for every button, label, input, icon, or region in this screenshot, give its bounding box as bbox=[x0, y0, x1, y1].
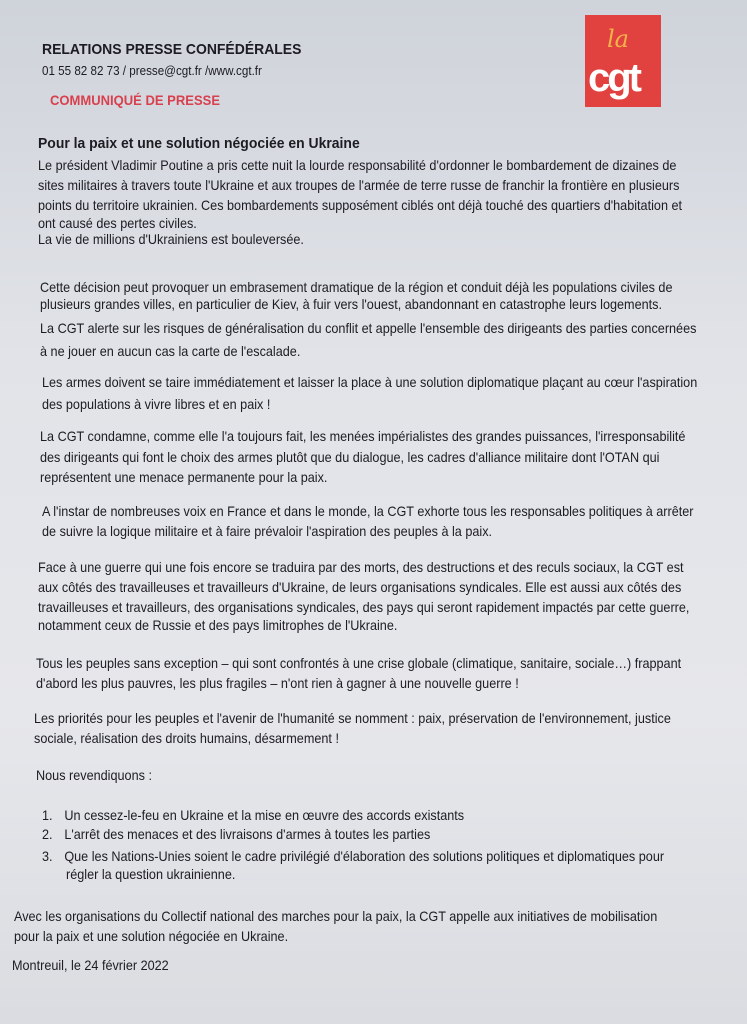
body-line: points du territoire ukrainien. Ces bombardements supposément ciblés ont déjà touché des quartiers d'habitation et bbox=[38, 198, 683, 213]
body-line: des populations à vivre libres et en paix ! bbox=[42, 397, 271, 412]
body-line: représentent une menace permanente pour la paix. bbox=[40, 470, 328, 485]
body-line: Tous les peuples sans exception – qui sont confrontés à une crise globale (climatique, sanitaire, sociale…) frappant bbox=[36, 656, 682, 671]
demand-number: 1. bbox=[42, 808, 53, 823]
body-line: sociale, réalisation des droits humains, désarmement ! bbox=[34, 731, 339, 746]
demand-text: Que les Nations-Unies soient le cadre privilégié d'élaboration des solutions politiques et diplomatiques pour bbox=[64, 849, 665, 864]
closing-line: pour la paix et une solution négociée en Ukraine. bbox=[14, 929, 289, 944]
date-line: Montreuil, le 24 février 2022 bbox=[12, 958, 169, 973]
demand-2 bbox=[42, 827, 430, 842]
body-line: plusieurs grandes villes, en particulier de Kiev, à fuir vers l'ouest, abandonnant en catastrophe leurs logements. bbox=[40, 297, 663, 312]
demand-1 bbox=[42, 808, 464, 823]
demand-number: 3. bbox=[42, 849, 53, 864]
body-line: notamment ceux de Russie et des pays limitrophes de l'Ukraine. bbox=[38, 618, 398, 633]
body-line: des dirigeants qui font le choix des armes plutôt que du dialogue, les cadres d'alliance militaire dont l'OTAN qui bbox=[40, 450, 660, 465]
body-line: sites militaires à travers toute l'Ukraine et aux troupes de l'armée de terre russe de franchir la frontière en plusieurs bbox=[38, 178, 680, 193]
body-line: travailleuses et travailleurs, des organisations syndicales, des pays qui seront rapidement impactés par cette guerre, bbox=[38, 600, 690, 615]
email-link[interactable]: presse@cgt.fr bbox=[129, 64, 202, 78]
demand-3-continued: régler la question ukrainienne. bbox=[66, 867, 236, 882]
body-line: aux côtés des travailleuses et travailleurs d'Ukraine, de leurs organisations syndicales. Elle est aussi aux côtés des bbox=[38, 580, 682, 595]
separator: / bbox=[201, 64, 209, 78]
body-line: de suivre la logique militaire et à faire prévaloir l'aspiration des peuples à la paix. bbox=[42, 524, 493, 539]
org-heading: RELATIONS PRESSE CONFÉDÉRALES bbox=[42, 41, 302, 58]
page-title: Pour la paix et une solution négociée en Ukraine bbox=[38, 135, 360, 152]
demand-text: L'arrêt des menaces et des livraisons d'armes à toutes les parties bbox=[64, 827, 431, 842]
body-line: à ne jouer en aucun cas la carte de l'escalade. bbox=[40, 344, 301, 359]
body-line: La vie de millions d'Ukrainiens est bouleversée. bbox=[38, 232, 304, 247]
body-line: ont causé des pertes civiles. bbox=[38, 216, 197, 231]
website-link[interactable]: www.cgt.fr bbox=[208, 64, 262, 78]
body-line: Les priorités pour les peuples et l'avenir de l'humanité se nomment : paix, préservation de l'environnement, justice bbox=[34, 711, 671, 726]
logo-cgt: cgt bbox=[588, 56, 639, 100]
body-line: La CGT condamne, comme elle l'a toujours fait, les menées impérialistes des grandes puissances, l'irresponsabilité bbox=[40, 429, 686, 444]
body-line: Face à une guerre qui une fois encore se traduira par des morts, des destructions et des reculs sociaux, la CGT est bbox=[38, 560, 684, 575]
body-line: Cette décision peut provoquer un embrasement dramatique de la région et conduit déjà les populations civiles de bbox=[40, 280, 673, 295]
demand-3 bbox=[42, 849, 664, 864]
closing-line: Avec les organisations du Collectif national des marches pour la paix, la CGT appelle aux initiatives de mobilisation bbox=[14, 909, 658, 924]
press-release-label: COMMUNIQUÉ DE PRESSE bbox=[50, 92, 221, 108]
body-line: A l'instar de nombreuses voix en France et dans le monde, la CGT exhorte tous les responsables politiques à arrêter bbox=[42, 504, 694, 519]
body-line: Les armes doivent se taire immédiatement et laisser la place à une solution diplomatique plaçant au cœur l'aspiration bbox=[42, 375, 698, 390]
logo-la: la bbox=[607, 25, 629, 53]
body-line: La CGT alerte sur les risques de généralisation du conflit et appelle l'ensemble des dirigeants des parties concernées bbox=[40, 321, 697, 336]
phone: 01 55 82 82 73 / bbox=[42, 64, 130, 78]
body-line: Nous revendiquons : bbox=[36, 768, 152, 783]
demand-number: 2. bbox=[42, 827, 53, 842]
contact-line bbox=[42, 64, 262, 79]
body-line: Le président Vladimir Poutine a pris cette nuit la lourde responsabilité d'ordonner le bombardement de dizaines de bbox=[38, 158, 677, 173]
body-line: d'abord les plus pauvres, les plus fragiles – n'ont rien à gagner à une nouvelle guerre ! bbox=[36, 676, 519, 691]
cgt-logo bbox=[585, 15, 661, 107]
demand-text: Un cessez-le-feu en Ukraine et la mise en œuvre des accords existants bbox=[64, 808, 465, 823]
